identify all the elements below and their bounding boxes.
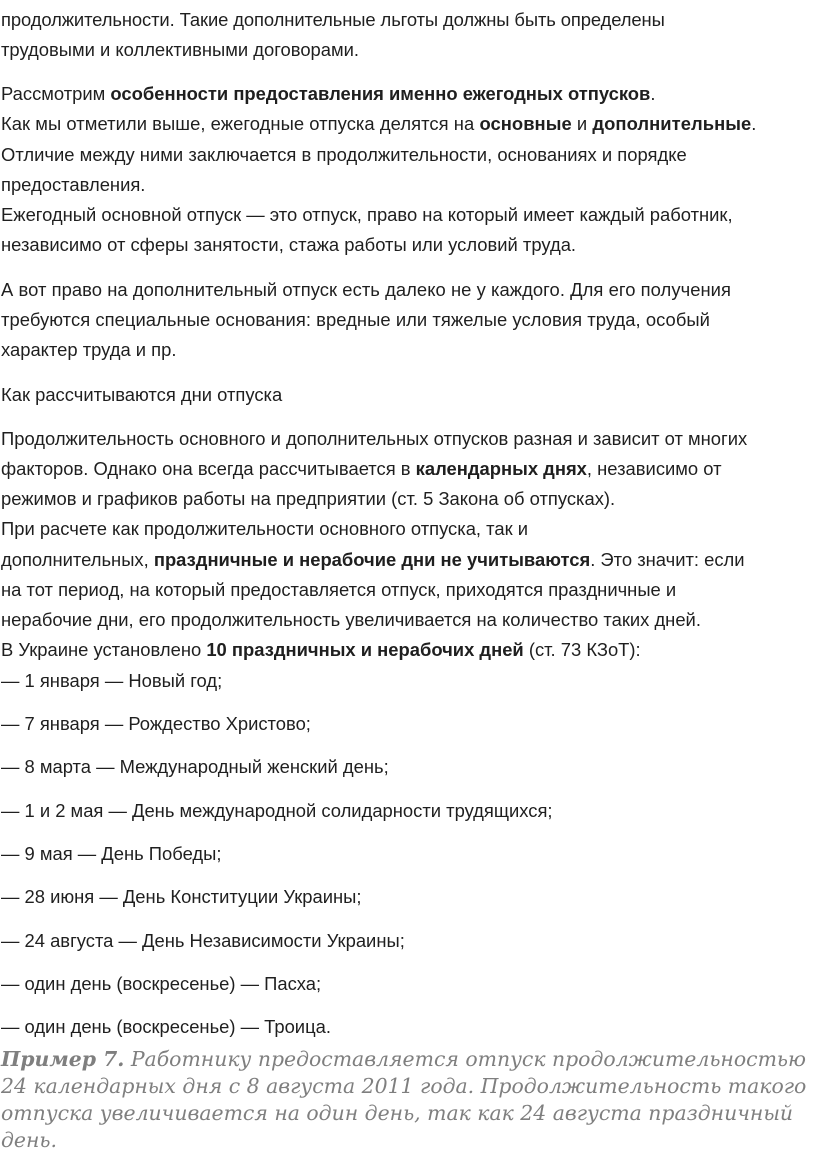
text-segment: продолжительности. Такие дополнительные льготы должны быть определены [1, 9, 665, 30]
text-segment: А вот право на дополнительный отпуск есть далеко не у каждого. Для его получения [1, 279, 732, 300]
text-line [1, 545, 745, 575]
text-segment: факторов. Однако она всегда рассчитывается в [1, 458, 416, 479]
text-line [1, 35, 359, 65]
text-line [1, 666, 222, 696]
text-segment: предоставления. [1, 174, 146, 195]
text-line [1, 605, 701, 635]
example-paragraph [1, 1046, 809, 1154]
bold-text: дополнительные [592, 113, 752, 134]
text-line [1, 305, 710, 335]
text-line [1, 140, 687, 170]
bold-text: календарных днях [415, 458, 587, 479]
text-segment: трудовыми и коллективными договорами. [1, 39, 360, 60]
text-segment: Ежегодный основной отпуск — это отпуск, право на который имеет каждый работник, [1, 204, 733, 225]
text-segment: — один день (воскресенье) — Пасха; [1, 973, 322, 994]
text-line [1, 109, 756, 139]
text-segment: , независимо от [586, 458, 722, 479]
text-segment: Отличие между ними заключается в продолжительности, основаниях и порядке [1, 144, 687, 165]
text-segment: режимов и графиков работы на предприятии (ст. 5 Закона об отпусках). [1, 488, 616, 509]
text-segment: — 1 и 2 мая — День международной солидарности трудящихся; [1, 800, 553, 821]
text-segment: . [751, 113, 757, 134]
text-segment: — 24 августа — День Независимости Украины; [1, 930, 405, 951]
text-segment: Продолжительность основного и дополнительных отпусков разная и зависит от многих [1, 428, 748, 449]
bold-text: основные [479, 113, 572, 134]
text-segment: . [650, 83, 656, 104]
text-segment: требуются специальные основания: вредные или тяжелые условия труда, особый [1, 309, 710, 330]
text-line [1, 5, 665, 35]
text-segment: . Это значит: если [590, 549, 745, 570]
text-line [1, 230, 576, 260]
text-line [1, 709, 311, 739]
text-line [1, 882, 362, 912]
text-segment: При расчете как продолжительности основного отпуска, так и [1, 518, 529, 539]
example-label: Пример 7. [1, 1047, 125, 1071]
text-line [1, 926, 405, 956]
text-line [1, 796, 553, 826]
text-line [1, 752, 389, 782]
text-line [1, 454, 722, 484]
text-line [1, 335, 176, 365]
text-line [1, 575, 676, 605]
text-line [1, 514, 528, 544]
text-line [1, 839, 221, 869]
text-segment: нерабочие дни, его продолжительность увеличивается на количество таких дней. [1, 609, 701, 630]
text-segment: — 7 января — Рождество Христово; [1, 713, 311, 734]
text-segment: на тот период, на который предоставляется отпуск, приходятся праздничные и [1, 579, 677, 600]
text-line [1, 969, 321, 999]
text-segment: характер труда и пр. [1, 339, 177, 360]
text-line [1, 424, 747, 454]
example-text: Работнику предоставляется отпуск продолжительностью 24 календарных дня с 8 августа 2011 года. Продолжительность такого отпуска увеличивается на один день, так как 24 августа праздничный день. [1, 1047, 807, 1152]
text-segment: — один день (воскресенье) — Троица. [1, 1016, 331, 1037]
text-segment: В Украине установлено [1, 639, 207, 660]
text-line [1, 275, 731, 305]
text-line [1, 200, 733, 230]
bold-text: 10 праздничных и нерабочих дней [206, 639, 524, 660]
text-segment: независимо от сферы занятости, стажа работы или условий труда. [1, 234, 577, 255]
text-segment: Как мы отметили выше, ежегодные отпуска делятся на [1, 113, 480, 134]
text-line [1, 635, 641, 665]
text-line [1, 380, 282, 410]
text-line [1, 170, 145, 200]
text-segment: дополнительных, [1, 549, 154, 570]
text-line [1, 79, 655, 109]
text-segment: — 8 марта — Международный женский день; [1, 756, 389, 777]
text-segment: — 9 мая — День Победы; [1, 843, 222, 864]
bold-text: особенности предоставления именно ежегодных отпусков [110, 83, 651, 104]
text-segment: — 28 июня — День Конституции Украины; [1, 886, 362, 907]
text-segment: Как рассчитываются дни отпуска [1, 384, 283, 405]
text-line [1, 484, 615, 514]
text-line [1, 1012, 331, 1042]
bold-text: праздничные и нерабочие дни не учитываются [153, 549, 591, 570]
text-segment: (ст. 73 КЗоТ): [523, 639, 641, 660]
text-segment: и [571, 113, 593, 134]
text-segment: — 1 января — Новый год; [1, 670, 223, 691]
text-segment: Рассмотрим [1, 83, 111, 104]
